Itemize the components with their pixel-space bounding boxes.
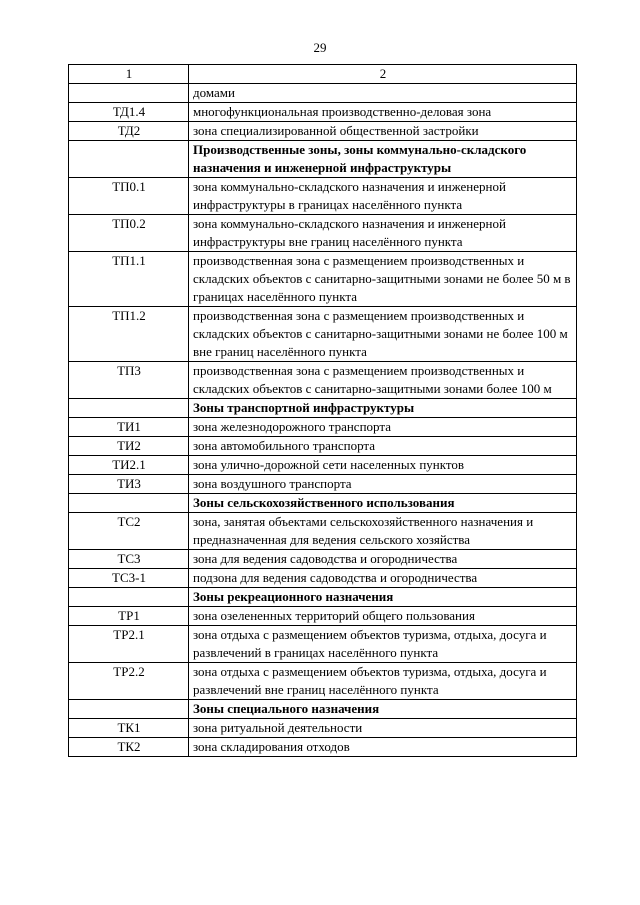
zone-description-cell: производственная зона с размещением производственных и складских объектов с санитарно-защитными зонами не более 50 м в границах населённого пункта [189, 252, 577, 307]
table-row [69, 103, 577, 122]
zone-code-cell: ТП3 [69, 362, 189, 399]
zone-code-cell: ТР1 [69, 607, 189, 626]
table-row [69, 178, 577, 215]
zone-description-cell: зона автомобильного транспорта [189, 437, 577, 456]
zone-description-cell: зона коммунально-складского назначения и инженерной инфраструктуры в границах населённого пункта [189, 178, 577, 215]
zone-description-cell: зона ритуальной деятельности [189, 719, 577, 738]
column-header-2: 2 [189, 65, 577, 84]
zone-code-cell: ТС3-1 [69, 569, 189, 588]
zone-code-cell: ТП1.2 [69, 307, 189, 362]
table-row [69, 307, 577, 362]
table-row [69, 719, 577, 738]
zone-description-cell: зона, занятая объектами сельскохозяйственного назначения и предназначенная для ведения сельского хозяйства [189, 513, 577, 550]
zones-table-body [69, 65, 577, 757]
table-row [69, 513, 577, 550]
zone-code-cell [69, 399, 189, 418]
zone-code-cell: ТК2 [69, 738, 189, 757]
page-number: 29 [313, 40, 327, 55]
table-row [69, 362, 577, 399]
zone-code-cell: ТР2.1 [69, 626, 189, 663]
table-row [69, 626, 577, 663]
zone-description-cell: зона отдыха с размещением объектов туризма, отдыха, досуга и развлечений в границах населённого пункта [189, 626, 577, 663]
zone-code-cell [69, 141, 189, 178]
zone-group-heading: Производственные зоны, зоны коммунально-складского назначения и инженерной инфраструктуры [189, 141, 577, 178]
zone-group-heading: Зоны рекреационного назначения [189, 588, 577, 607]
zone-description-cell: производственная зона с размещением производственных и складских объектов с санитарно-защитными зонами не более 100 м вне границ населённого пункта [189, 307, 577, 362]
zone-description-cell: многофункциональная производственно-деловая зона [189, 103, 577, 122]
table-group-row [69, 494, 577, 513]
table-row [69, 569, 577, 588]
zone-code-cell: ТИ3 [69, 475, 189, 494]
zone-code-cell: ТД2 [69, 122, 189, 141]
zone-code-cell: ТИ1 [69, 418, 189, 437]
zone-description-cell: зона коммунально-складского назначения и инженерной инфраструктуры вне границ населённого пункта [189, 215, 577, 252]
table-group-row [69, 141, 577, 178]
table-group-row [69, 588, 577, 607]
table-row [69, 456, 577, 475]
zone-code-cell: ТП0.2 [69, 215, 189, 252]
table-row [69, 418, 577, 437]
zone-description-cell: зона для ведения садоводства и огородничества [189, 550, 577, 569]
zone-code-cell [69, 588, 189, 607]
table-row [69, 437, 577, 456]
zone-description-cell: зона складирования отходов [189, 738, 577, 757]
table-row [69, 122, 577, 141]
zone-code-cell [69, 700, 189, 719]
zone-group-heading: Зоны транспортной инфраструктуры [189, 399, 577, 418]
zone-description-cell: производственная зона с размещением производственных и складских объектов с санитарно-защитными зонами более 100 м [189, 362, 577, 399]
table-row [69, 663, 577, 700]
zone-code-cell: ТП1.1 [69, 252, 189, 307]
table-group-row [69, 399, 577, 418]
table-row [69, 607, 577, 626]
table-row [69, 475, 577, 494]
table-row [69, 550, 577, 569]
zone-description-cell: зона железнодорожного транспорта [189, 418, 577, 437]
table-group-row [69, 700, 577, 719]
table-row [69, 84, 577, 103]
zone-description-cell: подзона для ведения садоводства и огородничества [189, 569, 577, 588]
zone-code-cell [69, 494, 189, 513]
zone-code-cell: ТИ2.1 [69, 456, 189, 475]
table-row [69, 252, 577, 307]
table-header-row [69, 65, 577, 84]
zone-description-cell: зона специализированной общественной застройки [189, 122, 577, 141]
zone-description-cell: зона отдыха с размещением объектов туризма, отдыха, досуга и развлечений вне границ населённого пункта [189, 663, 577, 700]
zone-code-cell [69, 84, 189, 103]
zone-group-heading: Зоны специального назначения [189, 700, 577, 719]
zone-code-cell: ТС3 [69, 550, 189, 569]
table-row [69, 215, 577, 252]
column-header-1: 1 [69, 65, 189, 84]
zone-code-cell: ТР2.2 [69, 663, 189, 700]
zone-description-cell: зона улично-дорожной сети населенных пунктов [189, 456, 577, 475]
zones-table [68, 64, 577, 757]
zone-code-cell: ТП0.1 [69, 178, 189, 215]
zone-group-heading: Зоны сельскохозяйственного использования [189, 494, 577, 513]
zone-description-cell: зона озелененных территорий общего пользования [189, 607, 577, 626]
zone-code-cell: ТС2 [69, 513, 189, 550]
table-row [69, 738, 577, 757]
zone-code-cell: ТК1 [69, 719, 189, 738]
zone-code-cell: ТИ2 [69, 437, 189, 456]
zone-description-cell: зона воздушного транспорта [189, 475, 577, 494]
zone-code-cell: ТД1.4 [69, 103, 189, 122]
zone-description-cell: домами [189, 84, 577, 103]
